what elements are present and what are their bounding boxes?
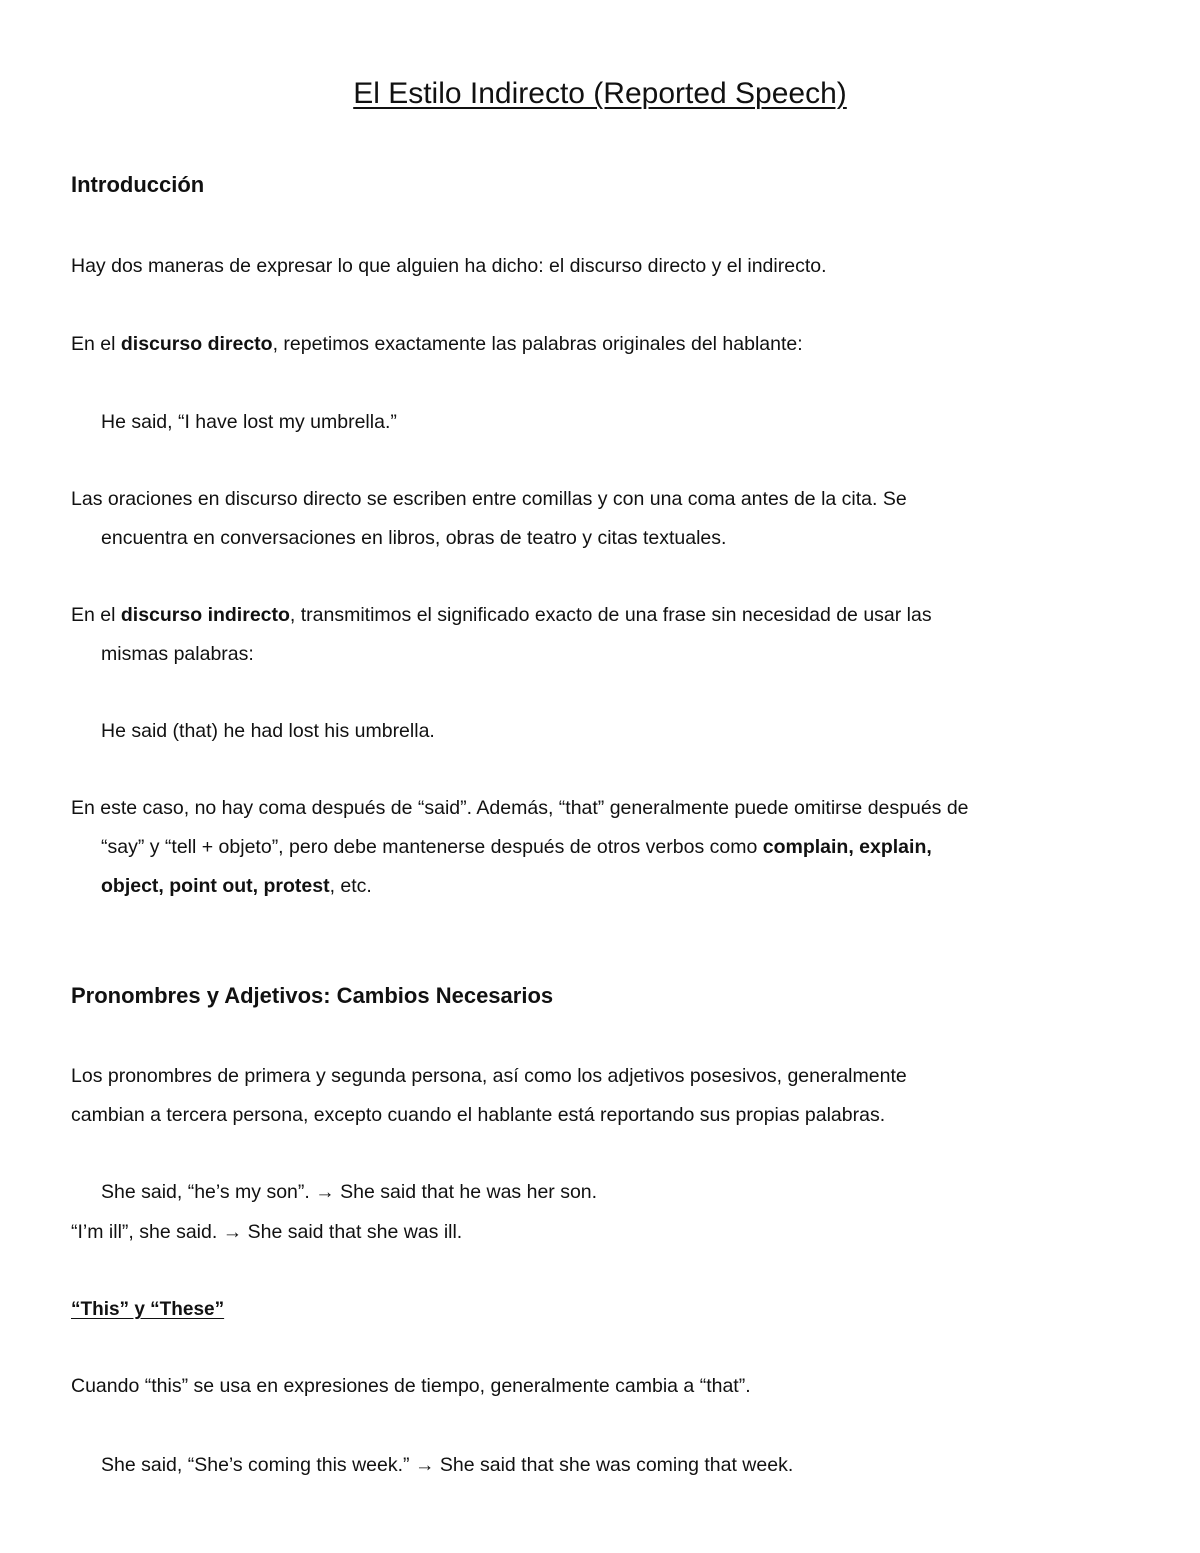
section-heading-this-these: “This” y “These” [71,1299,225,1320]
document-title: El Estilo Indirecto (Reported Speech) [353,77,847,110]
paragraph-line [71,325,1136,364]
intro-paragraph-3 [71,480,1136,558]
paragraph-text: Cuando “this” se usa en expresiones de tiempo, generalmente cambia a “that”. [71,1375,751,1397]
paragraph-line [71,867,1136,906]
example-pronoun-change-2: “I’m ill”, she said. → She said that she was ill. [71,1221,463,1243]
example-pronoun-change-1: She said, “he’s my son”. → She said that he was her son. [101,1181,598,1203]
paragraph-line: mismas palabras: [101,643,254,665]
intro-paragraph-4 [71,596,1136,674]
paragraph-line [71,828,1136,867]
section-heading-introduccion: Introducción [71,172,205,197]
example-this-to-that: She said, “She’s coming this week.” → She said that she was coming that week. [101,1454,794,1476]
intro-paragraph-2 [71,325,1136,364]
text-run: En el [71,604,121,626]
text-run: , etc. [329,875,372,897]
bold-verb-list: complain, explain, [762,836,932,858]
paragraph-text: Hay dos maneras de expresar lo que alguien ha dicho: el discurso directo y el indirecto. [71,255,827,277]
bold-term-discurso-directo: discurso directo [120,333,273,355]
paragraph-line: Los pronombres de primera y segunda persona, así como los adjetivos posesivos, generalmente [71,1065,907,1087]
section-heading-pronombres: Pronombres y Adjetivos: Cambios Necesarios [71,983,554,1008]
intro-paragraph-5 [71,789,1136,906]
pronouns-paragraph-1 [71,1057,1136,1135]
bold-term-discurso-indirecto: discurso indirecto [120,604,290,626]
text-run: En el [71,333,121,355]
intro-paragraph-1 [71,247,1136,286]
paragraph-line: En este caso, no hay coma después de “said”. Además, “that” generalmente puede omitirse después de [71,797,969,819]
text-run: , transmitimos el significado exacto de una frase sin necesidad de usar las [289,604,932,626]
example-indirect-speech: He said (that) he had lost his umbrella. [101,720,435,742]
text-run: , repetimos exactamente las palabras originales del hablante: [272,333,803,355]
paragraph-line: cambian a tercera persona, excepto cuando el hablante está reportando sus propias palabras. [71,1104,886,1126]
example-direct-speech: He said, “I have lost my umbrella.” [101,411,397,433]
bold-verb-list: object, point out, protest [101,875,330,897]
text-run: “say” y “tell + objeto”, pero debe mantenerse después de otros verbos como [101,836,763,858]
paragraph-line: encuentra en conversaciones en libros, obras de teatro y citas textuales. [101,527,727,549]
paragraph-line [71,596,1136,635]
this-these-paragraph-1 [71,1367,1136,1406]
paragraph-line: Las oraciones en discurso directo se escriben entre comillas y con una coma antes de la cita. Se [71,488,907,510]
